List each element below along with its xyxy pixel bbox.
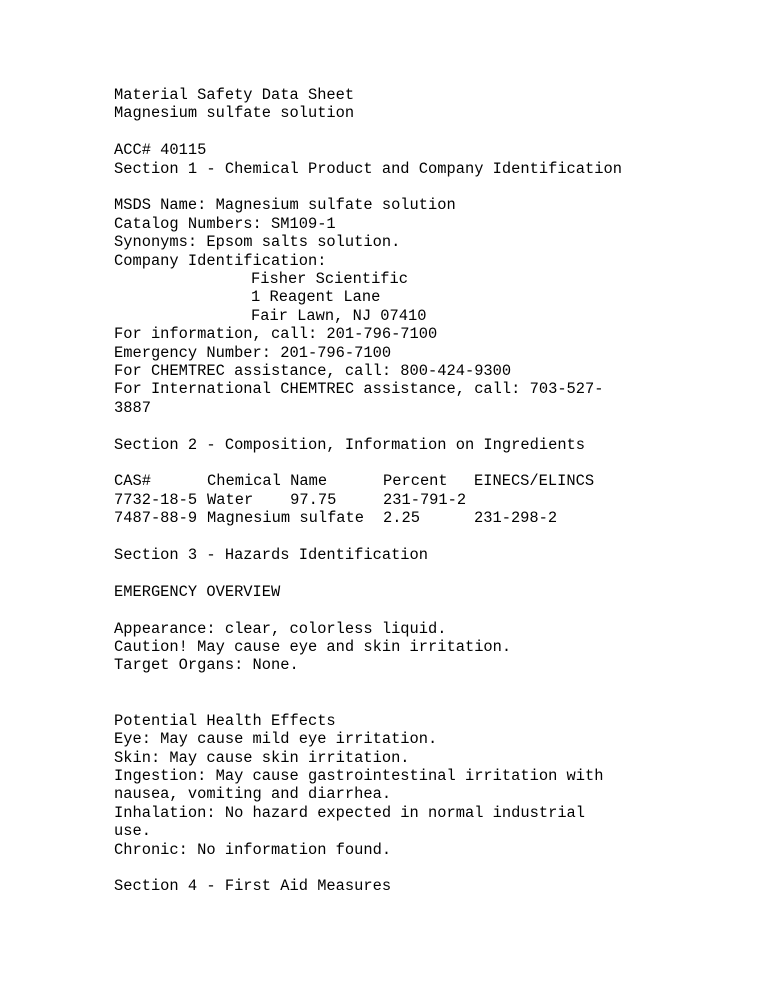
cell-percent: 2.25 xyxy=(383,509,420,528)
header-cas: CAS# xyxy=(114,472,151,491)
spacer xyxy=(114,675,674,712)
document-title: Material Safety Data Sheet xyxy=(114,86,355,104)
caution: Caution! May cause eye and skin irritation. xyxy=(114,638,512,657)
cell-cas: 7487-88-9 xyxy=(114,509,198,528)
appearance: Appearance: clear, colorless liquid. xyxy=(114,619,447,638)
skin-effects: Skin: May cause skin irritation. xyxy=(114,748,410,767)
spacer xyxy=(114,528,674,546)
cell-percent: 231-791-2 xyxy=(383,490,467,509)
information-phone: For information, call: 201-796-7100 xyxy=(114,325,438,344)
company-identification-label: Company Identification: xyxy=(114,251,327,270)
catalog-numbers: Catalog Numbers: SM109-1 xyxy=(114,214,336,233)
spacer xyxy=(114,454,674,472)
cell-chemical-name: Magnesium sulfate xyxy=(207,509,365,528)
synonyms: Synonyms: Epsom salts solution. xyxy=(114,233,401,252)
chemtrec-phone: For CHEMTREC assistance, call: 800-424-9300 xyxy=(114,362,512,381)
eye-effects: Eye: May cause mild eye irritation. xyxy=(114,730,438,749)
target-organs: Target Organs: None. xyxy=(114,656,299,675)
spacer xyxy=(114,859,674,877)
spacer xyxy=(114,123,674,141)
product-name: Magnesium sulfate solution xyxy=(114,104,355,123)
international-chemtrec-phone: For International CHEMTREC assistance, call: 703-527- xyxy=(114,380,604,399)
section-1-heading: Section 1 - Chemical Product and Company Identification xyxy=(114,159,622,178)
ingestion-effects: Ingestion: May cause gastrointestinal irritation with xyxy=(114,766,604,785)
spacer xyxy=(114,564,674,582)
table-row xyxy=(114,491,594,509)
inhalation-effects-cont: use. xyxy=(114,822,151,841)
emergency-number: Emergency Number: 201-796-7100 xyxy=(114,343,392,362)
section-2-heading: Section 2 - Composition, Information on Ingredients xyxy=(114,435,586,454)
header-einecs: EINECS/ELINCS xyxy=(474,472,595,491)
cell-einecs: 231-298-2 xyxy=(474,509,558,528)
company-name: Fisher Scientific xyxy=(251,270,409,289)
spacer xyxy=(114,178,674,196)
table-row xyxy=(114,509,594,527)
inhalation-effects: Inhalation: No hazard expected in normal industrial xyxy=(114,803,586,822)
acc-number: ACC# 40115 xyxy=(114,141,207,160)
international-chemtrec-phone-cont: 3887 xyxy=(114,398,151,417)
emergency-overview: EMERGENCY OVERVIEW xyxy=(114,582,281,601)
spacer xyxy=(114,601,674,619)
table-header-row xyxy=(114,472,594,490)
msds-name: MSDS Name: Magnesium sulfate solution xyxy=(114,196,456,215)
section-3-heading: Section 3 - Hazards Identification xyxy=(114,546,429,565)
section-4-heading: Section 4 - First Aid Measures xyxy=(114,877,392,896)
header-percent: Percent xyxy=(383,472,448,491)
msds-document xyxy=(114,86,674,896)
spacer xyxy=(114,417,674,435)
potential-health-effects-heading: Potential Health Effects xyxy=(114,711,336,730)
ingestion-effects-cont: nausea, vomiting and diarrhea. xyxy=(114,785,392,804)
chronic-effects: Chronic: No information found. xyxy=(114,840,392,859)
cell-chemical-name: Water 97.75 xyxy=(207,490,337,509)
company-city: Fair Lawn, NJ 07410 xyxy=(251,306,427,325)
ingredients-table xyxy=(114,472,594,527)
header-chemical-name: Chemical Name xyxy=(207,472,328,491)
cell-cas: 7732-18-5 xyxy=(114,490,198,509)
cell-einecs xyxy=(474,491,594,509)
company-street: 1 Reagent Lane xyxy=(251,288,381,307)
